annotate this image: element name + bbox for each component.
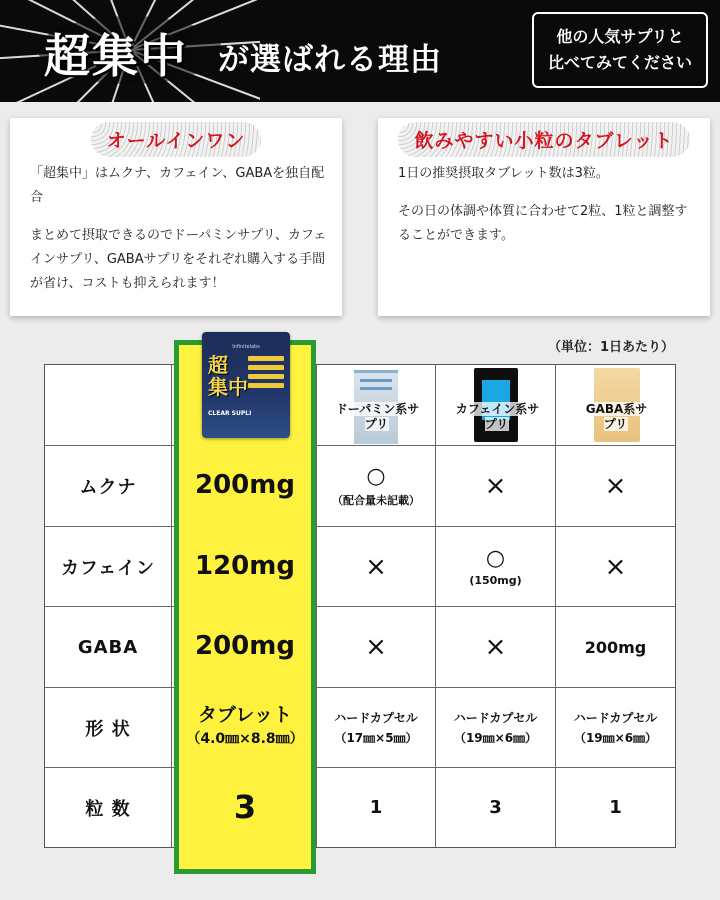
card-title: オールインワン — [91, 122, 262, 157]
cell-value: 120mg — [195, 550, 295, 581]
cell-value: 3 — [489, 797, 502, 818]
cell-ours-mucuna — [179, 445, 311, 525]
row-label-count: 粒 数 — [85, 798, 131, 820]
feature-card-small-tablet — [378, 118, 710, 316]
cell-value: タブレット — [197, 703, 293, 726]
cell-value: 1 — [609, 797, 622, 818]
cell-dopamine-mucuna — [317, 446, 435, 526]
cell-gaba-shape — [556, 688, 675, 767]
column-label-dopamine: ドーパミン系サプリ — [335, 402, 420, 431]
row-label-gaba: GABA — [77, 636, 139, 658]
circle-mark: ○ — [485, 546, 506, 571]
cross-mark: × — [365, 551, 387, 582]
cell-dopamine-shape — [317, 688, 435, 767]
card-paragraph: まとめて摂取できるのでドーパミンサプリ、カフェインサプリ、GABAサプリをそれぞれ購入する手間が省け、コストも抑えられます！ — [30, 228, 327, 291]
compare-line-1: 他の人気サプリと — [556, 27, 684, 46]
cell-gaba-count — [556, 768, 675, 847]
cell-caffeine-caffeine — [436, 527, 555, 606]
cell-value: 200mg — [195, 470, 295, 500]
cell-value: ハードカプセル — [573, 710, 658, 725]
cell-caffeine-gaba — [436, 607, 555, 687]
cross-mark: × — [604, 471, 627, 501]
cell-note: （17㎜×5㎜） — [334, 730, 418, 745]
column-label-caffeine: カフェイン系サプリ — [455, 402, 540, 431]
cell-note: （19㎜×6㎜） — [453, 730, 538, 745]
cross-mark: × — [484, 632, 507, 662]
cell-caffeine-count — [436, 768, 555, 847]
page-title-main: 超集中 — [44, 29, 188, 83]
cell-note: (150mg) — [469, 574, 522, 587]
cell-dopamine-gaba — [317, 607, 435, 687]
column-label-gaba: GABA系サプリ — [585, 402, 648, 431]
unit-note: （単位：1日あたり） — [548, 340, 675, 355]
cell-dopamine-count — [317, 768, 435, 847]
cell-value: 1 — [369, 797, 383, 818]
page-title-rest: が選ばれる理由 — [218, 42, 442, 78]
product-package-image — [202, 332, 290, 438]
cell-gaba-mucuna — [556, 446, 675, 526]
cell-ours-gaba — [179, 606, 311, 686]
cross-mark: × — [365, 632, 387, 662]
cell-dopamine-caffeine — [317, 527, 435, 606]
row-label-caffeine: カフェイン — [60, 557, 156, 579]
cell-value: 3 — [233, 788, 257, 826]
feature-card-all-in-one — [10, 118, 342, 316]
header-banner — [0, 0, 720, 102]
cell-note: （19㎜×6㎜） — [573, 730, 658, 745]
card-body — [30, 162, 328, 296]
card-paragraph: その日の体調や体質に合わせて2粒、1粒と調整することができます。 — [398, 204, 688, 243]
circle-mark: ○ — [366, 464, 386, 489]
cell-caffeine-shape — [436, 688, 555, 767]
cell-value: ハードカプセル — [334, 710, 418, 725]
cell-note: （配合量未記載） — [332, 494, 420, 507]
cell-value: ハードカプセル — [453, 710, 538, 725]
cell-gaba-caffeine — [556, 527, 675, 606]
cell-ours-caffeine — [179, 526, 311, 605]
pack-title: 超 集中 — [208, 353, 248, 399]
cell-ours-shape — [179, 687, 311, 766]
card-paragraph: 1日の推奨摂取タブレット数は3粒。 — [398, 166, 609, 181]
row-label-shape: 形 状 — [85, 718, 131, 740]
cell-caffeine-mucuna — [436, 446, 555, 526]
card-body — [398, 162, 696, 248]
cell-gaba-gaba — [556, 607, 675, 687]
row-label-mucuna: ムクナ — [79, 477, 137, 498]
card-title: 飲みやすい小粒のタブレット — [398, 122, 689, 157]
cross-mark: × — [484, 471, 507, 501]
cell-value: 200mg — [584, 637, 647, 657]
pack-clear-text: CLEAR SUPLI — [208, 410, 252, 417]
compare-line-2: 比べてみてください — [547, 53, 692, 72]
card-paragraph: 「超集中」はムクナ、カフェイン、GABAを独自配合 — [30, 166, 325, 205]
cell-value: 200mg — [195, 631, 295, 661]
cell-note: （4.0㎜×8.8㎜） — [186, 730, 304, 747]
pack-brand: Infinitelabs — [232, 344, 260, 350]
cross-mark: × — [604, 551, 627, 582]
cell-ours-count — [179, 767, 311, 847]
grid-line — [171, 365, 172, 847]
compare-note-box — [532, 12, 708, 88]
